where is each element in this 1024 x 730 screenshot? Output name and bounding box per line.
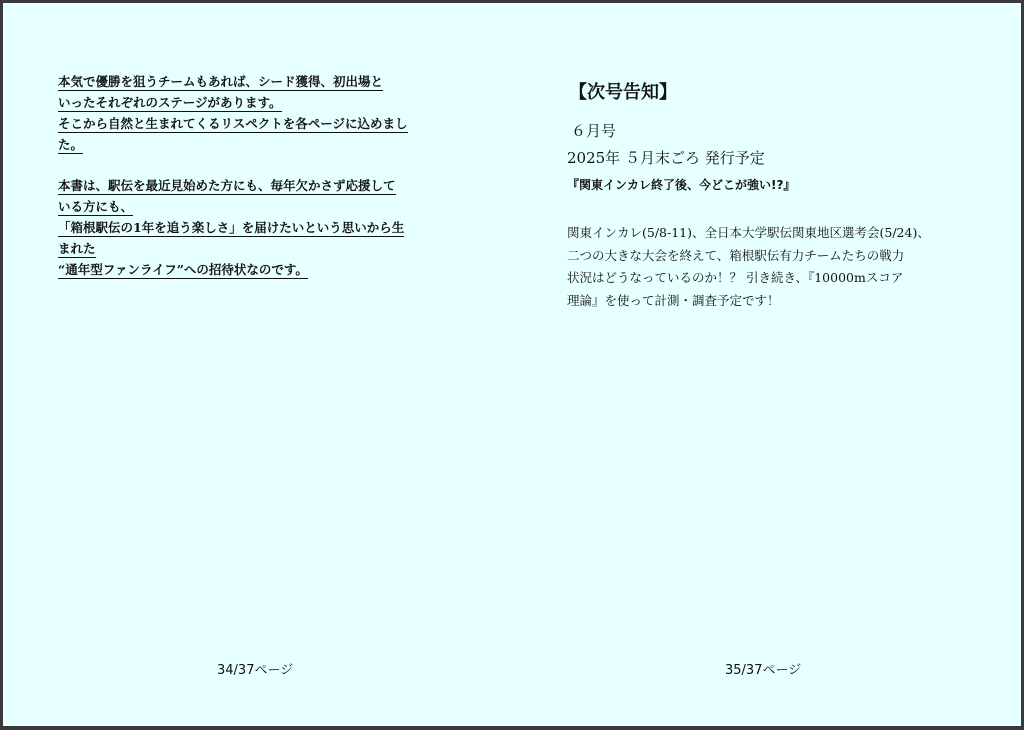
page-number: 34/37ページ <box>217 663 294 678</box>
text-line: “通年型ファンライフ”への招待状なのです。 <box>58 262 308 277</box>
text-line: た。 <box>58 137 84 152</box>
text-line: 本気で優勝を狙うチームもあれば、シード獲得、初出場と <box>58 74 384 89</box>
issue-month: ６月号 <box>571 122 617 140</box>
text-line: そこから自然と生まれてくるリスペクトを各ページに込めまし <box>58 116 408 131</box>
next-issue-description <box>567 222 987 312</box>
page-number: 35/37ページ <box>725 663 802 678</box>
purpose-paragraph <box>58 175 478 280</box>
text-line: 二つの大きな大会を終えて、箱根駅伝有力チームたちの戦力 <box>567 247 905 263</box>
next-issue-heading: 【次号告知】 <box>569 82 677 103</box>
text-line: 「箱根駅伝の1年を追う楽しさ」を届けたいという思いから生 <box>58 220 405 235</box>
intro-paragraph <box>58 71 478 155</box>
text-line: いったそれぞれのステージがあります。 <box>58 95 282 110</box>
text-line: 理論』を使って計測・調査予定です！ <box>567 292 780 308</box>
text-line: 状況はどうなっているのか！？ 引き続き、『10000mスコア <box>567 270 904 285</box>
text-line: 本書は、駅伝を最近見始めた方にも、毎年欠かさず応援して <box>58 178 396 193</box>
issue-release-date: 2025年 ５月末ごろ 発行予定 <box>567 149 765 167</box>
text-line: いる方にも、 <box>58 199 134 214</box>
right-page <box>515 3 1024 729</box>
text-line: まれた <box>58 241 96 256</box>
text-line: 関東インカレ(5/8-11)、全日本大学駅伝関東地区選考会(5/24)、 <box>567 225 930 240</box>
issue-title: 『関東インカレ終了後、今どこが強い!?』 <box>567 178 796 192</box>
left-page <box>3 3 515 729</box>
